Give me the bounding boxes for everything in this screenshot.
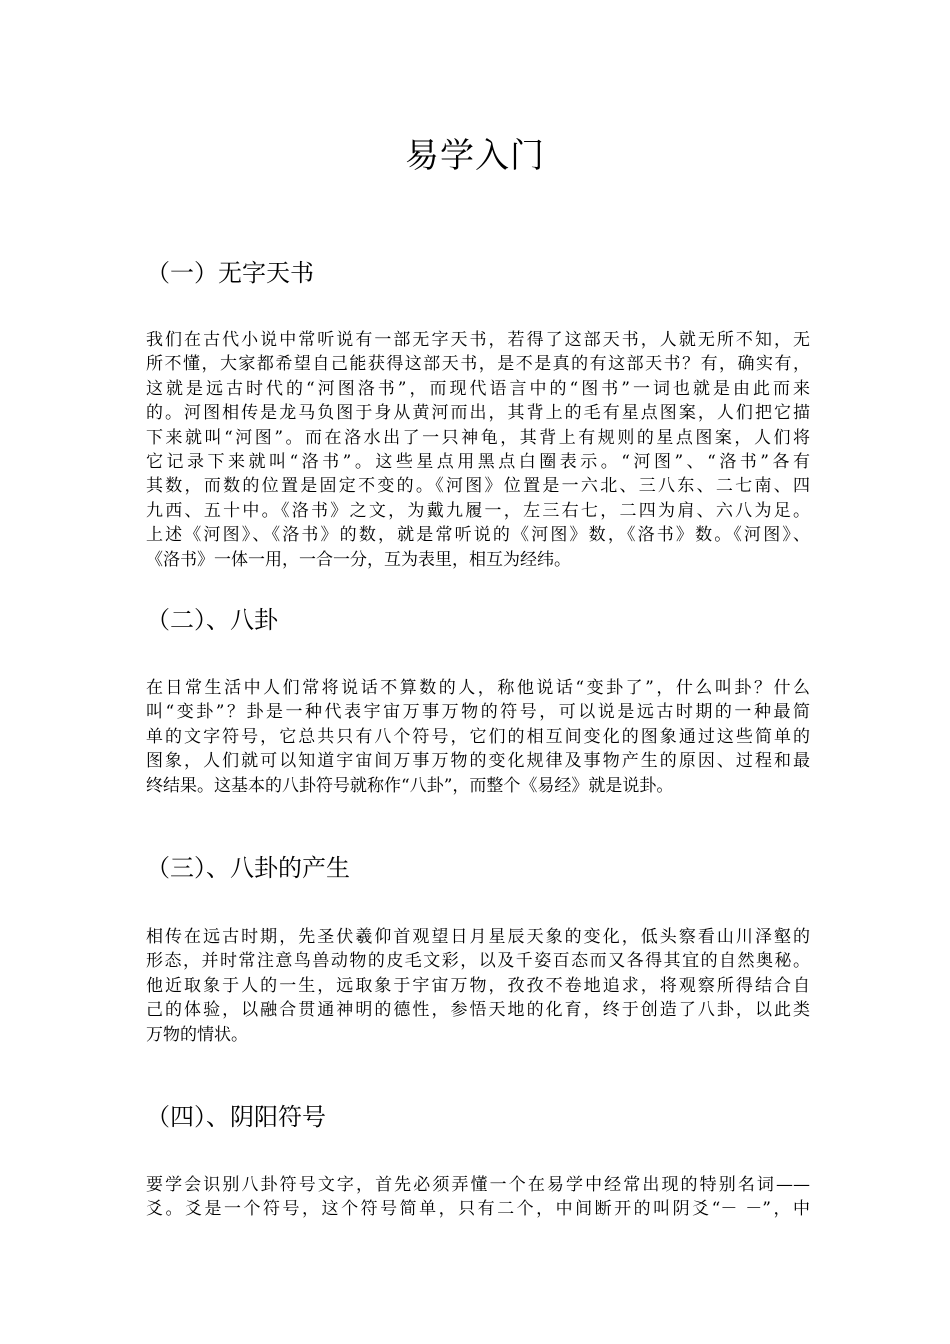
- paragraph-line: 叫“变卦”？卦是一种代表宇宙万事万物的符号，可以说是远古时期的一种最简: [146, 702, 810, 723]
- paragraph-line: 单的文字符号，它总共只有八个符号，它们的相互间变化的图象通过这些简单的: [146, 726, 810, 747]
- paragraph-line: 它记录下来就叫“洛书”。这些星点用黑点白圈表示。“河图”、“洛书”各有: [146, 452, 810, 473]
- section-heading-3: （三）、八卦的产生: [146, 854, 350, 882]
- document-title: 易学入门: [405, 136, 545, 176]
- section-heading-2: （二）、八卦: [146, 606, 278, 634]
- section-paragraph-1: [146, 328, 810, 572]
- paragraph-line: 这就是远古时代的“河图洛书”，而现代语言中的“图书”一词也就是由此而来: [146, 378, 810, 399]
- paragraph-line: 所不懂，大家都希望自己能获得这部天书，是不是真的有这部天书？有，确实有，: [146, 354, 810, 375]
- section-paragraph-2: [146, 676, 810, 798]
- paragraph-line: 我们在古代小说中常听说有一部无字天书，若得了这部天书，人就无所不知，无: [146, 330, 810, 350]
- section-paragraph-4: [146, 1173, 810, 1222]
- section-heading-1: （一）无字天书: [146, 259, 314, 287]
- paragraph-line: 下来就叫“河图”。而在洛水出了一只神龟，其背上有规则的星点图案，人们将: [146, 427, 810, 448]
- paragraph-line: 万物的情状。: [146, 1024, 248, 1045]
- paragraph-line: 相传在远古时期，先圣伏羲仰首观望日月星辰天象的变化，低头察看山川泽壑的: [146, 927, 810, 947]
- paragraph-line: 图象，人们就可以知道宇宙间万事万物的变化规律及事物产生的原因、过程和最: [146, 751, 810, 772]
- paragraph-line: 要学会识别八卦符号文字，首先必须弄懂一个在易学中经常出现的特别名词——: [146, 1175, 810, 1195]
- paragraph-line: 形态，并时常注意鸟兽动物的皮毛文彩，以及千姿百态而又各得其宜的自然奥秘。: [146, 951, 810, 972]
- paragraph-line: 爻。爻是一个符号，这个符号简单，只有二个，中间断开的叫阴爻“－ －”，中: [146, 1199, 810, 1220]
- section-heading-4: （四）、阴阳符号: [146, 1103, 326, 1131]
- paragraph-line: 《洛书》一体一用，一合一分，互为表里，相互为经纬。: [146, 549, 571, 570]
- paragraph-line: 其数，而数的位置是固定不变的。《河图》位置是一六北、三八东、二七南、四: [146, 476, 810, 497]
- paragraph-line: 己的体验，以融合贯通神明的德性，参悟天地的化育，终于创造了八卦，以此类: [146, 1000, 810, 1021]
- paragraph-line: 的。河图相传是龙马负图于身从黄河而出，其背上的毛有星点图案，人们把它描: [146, 403, 810, 424]
- section-paragraph-3: [146, 925, 810, 1047]
- paragraph-line: 他近取象于人的一生，远取象于宇宙万物，孜孜不卷地追求，将观察所得结合自: [146, 975, 810, 996]
- paragraph-line: 终结果。这基本的八卦符号就称作“八卦”，而整个《易经》就是说卦。: [146, 775, 674, 796]
- paragraph-line: 上述《河图》、《洛书》的数，就是常听说的《河图》数，《洛书》数。《河图》、: [146, 525, 810, 546]
- paragraph-line: 九西、五十中。《洛书》之文，为戴九履一，左三右七，二四为肩、六八为足。: [146, 500, 810, 521]
- paragraph-line: 在日常生活中人们常将说话不算数的人，称他说话“变卦了”，什么叫卦？什么: [146, 678, 810, 698]
